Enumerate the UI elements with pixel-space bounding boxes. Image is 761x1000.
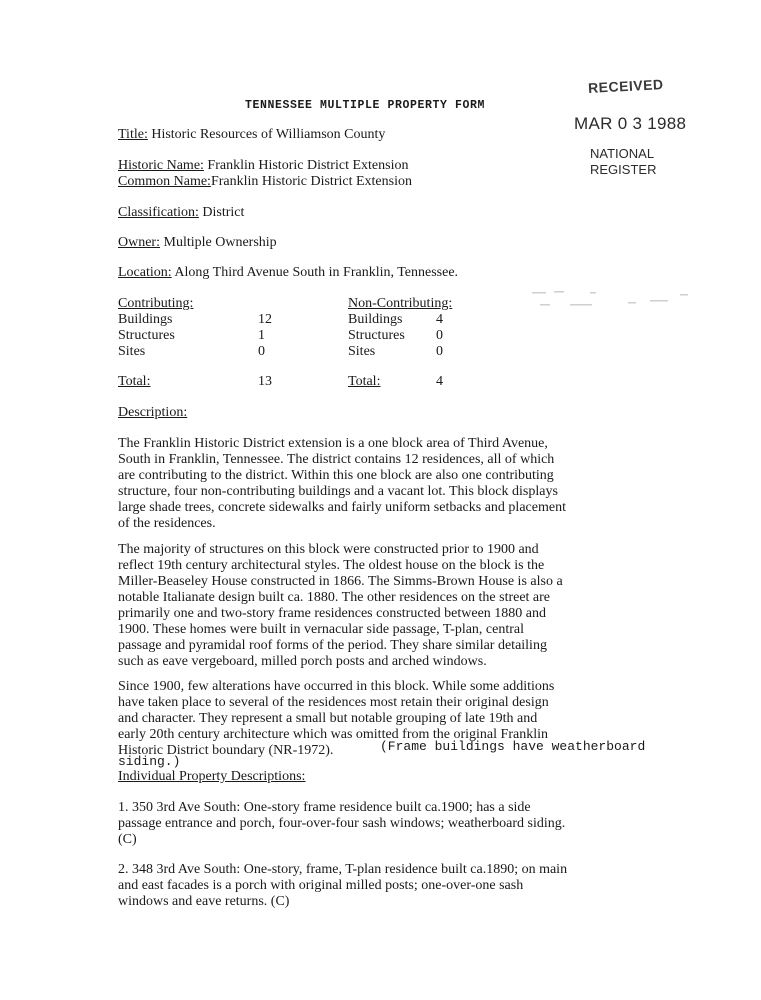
p2-line: primarily one and two-story frame residences constructed between 1880 and — [118, 606, 547, 621]
p2-line: notable Italianate design built ca. 1880. The other residences on the street are — [118, 590, 551, 605]
count-row-structures-label: Structures — [118, 328, 175, 343]
historic-name-value: Franklin Historic District Extension — [207, 158, 409, 173]
p2-line: The majority of structures on this block were constructed prior to 1900 and — [118, 542, 539, 557]
common-name-value: Franklin Historic District Extension — [210, 174, 412, 189]
title-value: Historic Resources of Williamson County — [151, 127, 386, 142]
location-label: Location: — [118, 265, 172, 280]
count-row-buildings-noncontrib: 4 — [436, 312, 443, 327]
total-label-contrib: Total: — [118, 374, 151, 389]
p3-line: early 20th century architecture which was omitted from the original Franklin — [118, 727, 548, 742]
count-row-structures-label-nc: Structures — [348, 328, 405, 343]
p3-line: Since 1900, few alterations have occurred in this block. While some additions — [118, 679, 555, 694]
classification-row — [118, 205, 244, 221]
stamp-date: MAR 0 3 1988 — [574, 114, 687, 133]
item1-line: 1. 350 3rd Ave South: One-story frame residence built ca.1900; has a side — [118, 800, 531, 815]
p2-line: passage and pyramidal roof forms of the period. They share similar detailing — [118, 638, 547, 653]
count-row-buildings-label: Buildings — [118, 312, 173, 327]
p1-line: large shade trees, concrete sidewalks and fairly uniform setbacks and placement — [118, 500, 566, 515]
count-row-sites-label-nc: Sites — [348, 344, 376, 359]
p1-line: structure, four non-contributing buildings and a vacant lot. This block displays — [118, 484, 558, 499]
stamp-line2: REGISTER — [590, 162, 657, 177]
count-row-structures-contrib: 1 — [258, 328, 265, 343]
individual-heading: Individual Property Descriptions: — [118, 769, 306, 784]
total-contrib: 13 — [258, 374, 272, 389]
scan-smudge — [530, 288, 700, 312]
item2-line: and east facades is a porch with original milled posts; one-over-one sash — [118, 878, 524, 893]
contributing-heading: Contributing: — [118, 296, 194, 311]
p1-line: South in Franklin, Tennessee. The district contains 12 residences, all of which — [118, 452, 555, 467]
item2-line: 2. 348 3rd Ave South: One-story, frame, T-plan residence built ca.1890; on main — [118, 862, 568, 877]
title-row — [118, 127, 385, 143]
common-name-label: Common Name: — [118, 174, 211, 189]
p3-typed-note-a: (Frame buildings have weatherboard — [380, 739, 646, 754]
owner-value: Multiple Ownership — [163, 235, 277, 250]
count-row-sites-noncontrib: 0 — [436, 344, 443, 359]
form-header: TENNESSEE MULTIPLE PROPERTY FORM — [245, 99, 486, 112]
p2-line: Miller-Beaseley House constructed in 1866. The Simms-Brown House is also a — [118, 574, 563, 589]
historic-name-row — [118, 158, 408, 174]
classification-label: Classification: — [118, 205, 199, 220]
p1-line: The Franklin Historic District extension is a one block area of Third Avenue, — [118, 436, 548, 451]
common-name-row — [118, 174, 412, 190]
description-paragraph-2 — [118, 542, 658, 670]
item1-line: passage entrance and porch, four-over-four sash windows; weatherboard siding. — [118, 816, 566, 831]
property-item-2 — [118, 862, 658, 910]
smudge-marks — [530, 288, 700, 312]
count-row-sites-contrib: 0 — [258, 344, 265, 359]
noncontributing-heading: Non-Contributing: — [348, 296, 453, 311]
owner-row — [118, 235, 277, 251]
count-row-buildings-label-nc: Buildings — [348, 312, 403, 327]
count-row-buildings-contrib: 12 — [258, 312, 272, 327]
count-row-sites-label: Sites — [118, 344, 146, 359]
p3-line: Historic District boundary (NR-1972). — [118, 743, 334, 758]
total-noncontrib: 4 — [436, 374, 443, 389]
location-row — [118, 265, 458, 281]
stamp-line1: NATIONAL — [590, 146, 655, 161]
location-value: Along Third Avenue South in Franklin, Tennessee. — [174, 265, 459, 280]
total-label-noncontrib: Total: — [348, 374, 381, 389]
classification-value: District — [202, 205, 245, 220]
description-paragraph-1 — [118, 436, 658, 532]
received-stamp — [570, 74, 690, 184]
description-heading: Description: — [118, 405, 188, 420]
p2-line: such as eave vergeboard, milled porch posts and arched windows. — [118, 654, 487, 669]
p1-line: of the residences. — [118, 516, 216, 531]
owner-label: Owner: — [118, 235, 160, 250]
p3-typed-note-b: siding.) — [118, 754, 181, 769]
p3-line: and character. They represent a small but notable grouping of late 19th and — [118, 711, 538, 726]
p2-line: 1900. These homes were built in vernacular side passage, T-plan, central — [118, 622, 525, 637]
title-label: Title: — [118, 127, 148, 142]
property-item-1 — [118, 800, 658, 848]
p3-line: have taken place to several of the residences most retain their original design — [118, 695, 549, 710]
historic-name-label: Historic Name: — [118, 158, 204, 173]
stamp-received: RECEIVED — [587, 76, 664, 96]
item2-line: windows and eave returns. (C) — [118, 894, 290, 909]
p2-line: reflect 19th century architectural styles. The oldest house on the block is the — [118, 558, 545, 573]
p1-line: are contributing to the district. Within this one block are also one contributing — [118, 468, 554, 483]
item1-line: (C) — [118, 832, 137, 847]
count-row-structures-noncontrib: 0 — [436, 328, 443, 343]
